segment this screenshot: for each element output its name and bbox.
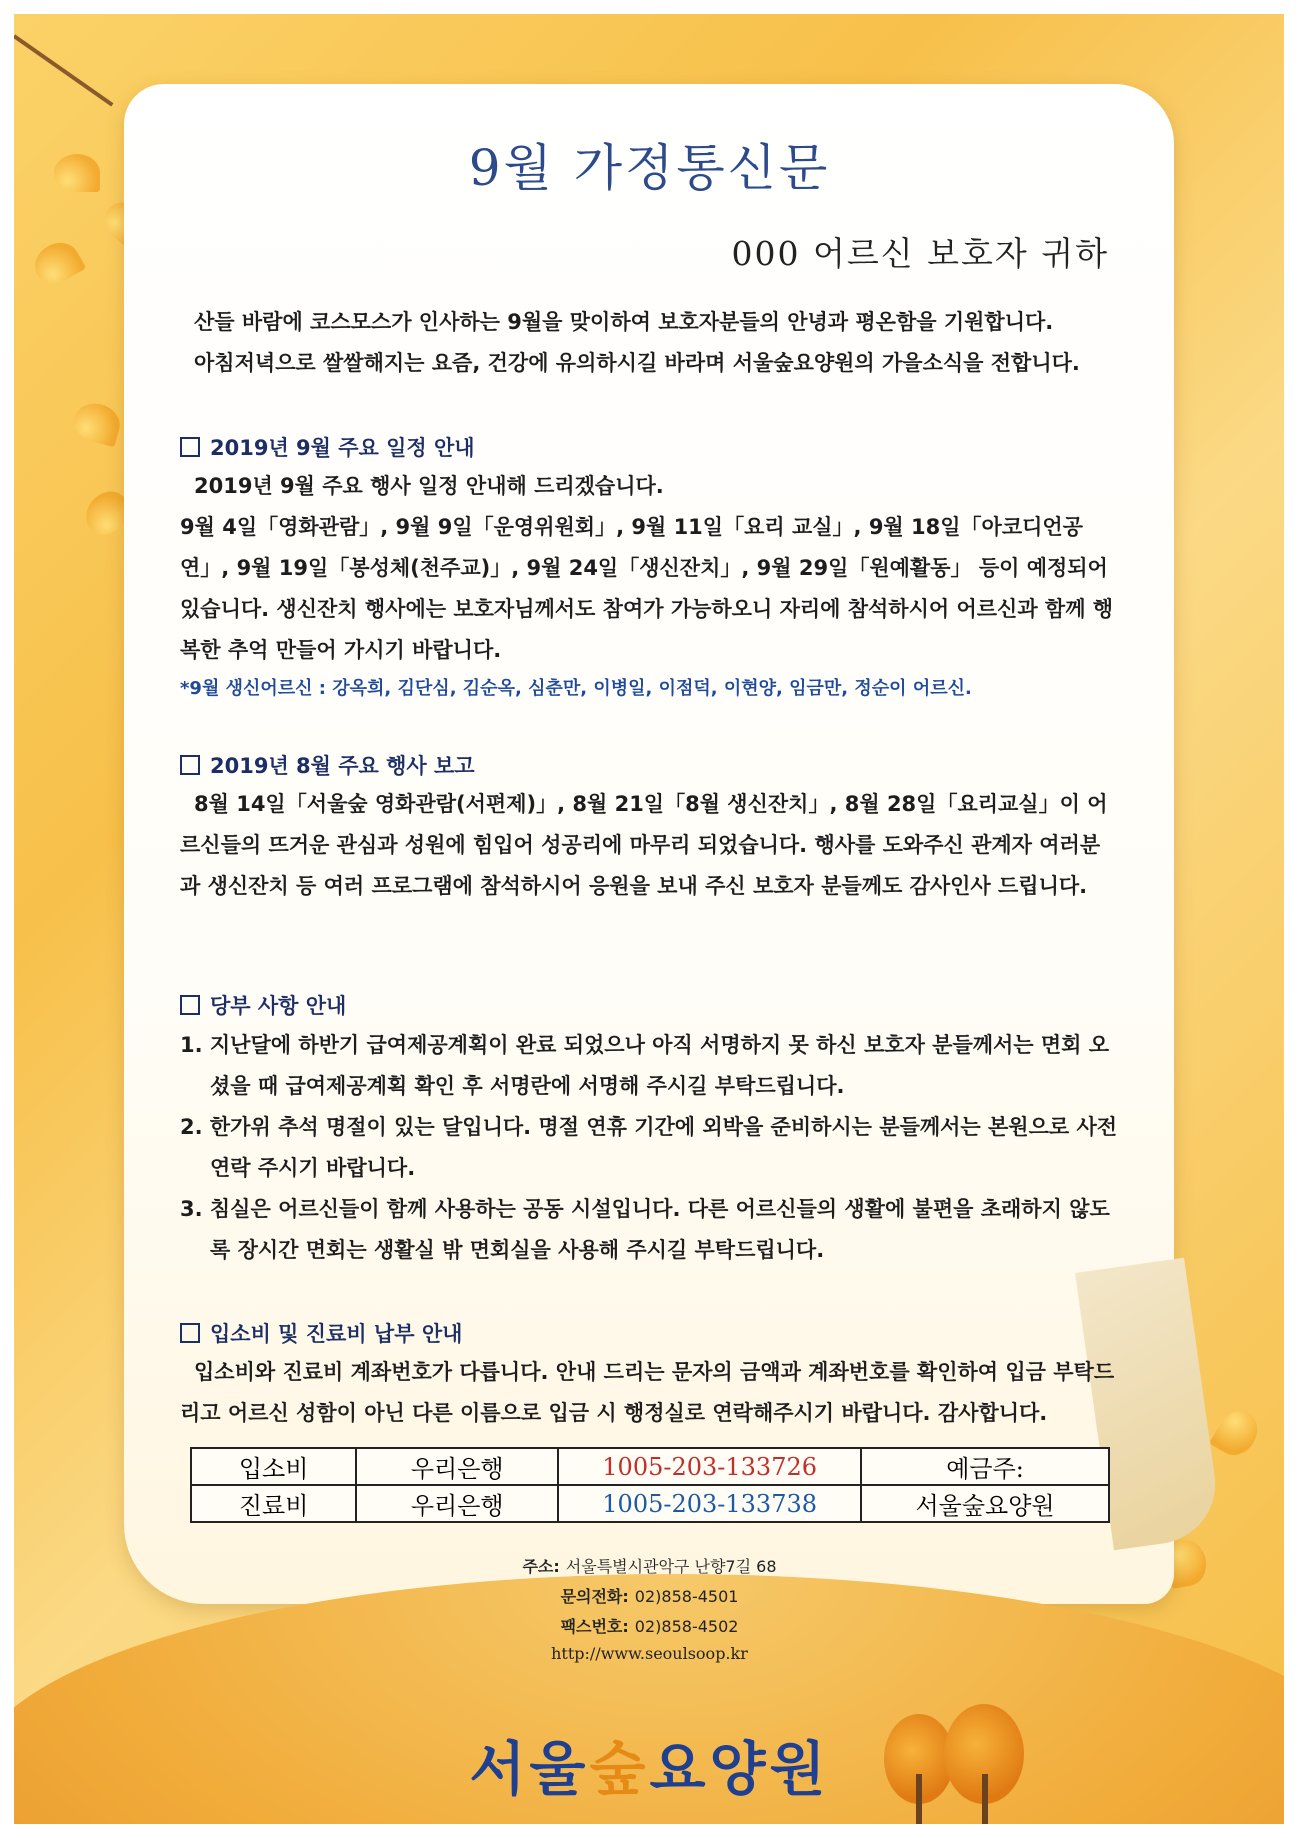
account-holder-name: 서울숲요양원 [861,1485,1109,1522]
section-heading-text: 입소비 및 진료비 납부 안내 [210,1322,463,1346]
account-type: 진료비 [191,1485,356,1522]
addressee: 000 어르신 보호자 귀하 [731,234,1109,273]
checkbox-square-icon [180,1323,200,1343]
footer-value: 02)858-4502 [634,1617,739,1636]
account-bank: 우리은행 [356,1448,558,1485]
report-body: 8월 14일「서울숲 영화관람(서편제)」, 8월 21일「8월 생신잔치」, 8월 28일「요리교실」이 어르신들의 뜨거운 관심과 성원에 힘입어 성공리에 마무리 되었습니다. 행사를 도와주신 관계자 여러분과 생신잔치 등 여러 프로그램에 참석하시어 응원을 보내 주신 보호자 분들께도 감사인사 드립니다. [180,792,1108,898]
account-table [190,1447,1110,1523]
schedule-lead: 2019년 9월 주요 행사 일정 안내해 드리겠습니다. [194,474,664,498]
intro-line: 산들 바람에 코스모스가 인사하는 9월을 맞이하여 보호자분들의 안녕과 평온함을 기원합니다. [194,310,1054,334]
table-row [191,1448,1109,1485]
page-title: 9월 가정통신문 [468,139,831,197]
brand-text: 서울 [469,1735,590,1803]
section-heading [180,990,346,1020]
table-row [191,1485,1109,1522]
section-heading-text: 2019년 8월 주요 행사 보고 [210,754,475,778]
intro-line: 아침저녁으로 쌀쌀해지는 요즘, 건강에 유의하시길 바라며 서울숲요양원의 가을소식을 전합니다. [194,351,1080,375]
footer-label: 팩스번호: [560,1617,629,1636]
list-item: 2. 한가위 추석 명절이 있는 달입니다. 명절 연휴 기간에 외박을 준비하시는 분들께서는 본원으로 사전 연락 주시기 바랍니다. [180,1115,1118,1180]
account-number: 1005-203-133738 [558,1485,861,1522]
section-heading-text: 당부 사항 안내 [210,994,347,1018]
payment-body: 입소비와 진료비 계좌번호가 다릅니다. 안내 드리는 문자의 금액과 계좌번호를 확인하여 입금 부탁드리고 어르신 성함이 아닌 다른 이름으로 입금 시 행정실로 연락해주시기 바랍니다. 감사합니다. [180,1360,1115,1425]
account-type: 입소비 [191,1448,356,1485]
account-number: 1005-203-133726 [558,1448,861,1485]
footer-value: 서울특별시관악구 난향7길 68 [565,1557,777,1576]
checkbox-square-icon [180,755,200,775]
list-item: 3. 침실은 어르신들이 함께 사용하는 공동 시설입니다. 다른 어르신들의 생활에 불편을 초래하지 않도록 장시간 면회는 생활실 밖 면회실을 사용해 주시길 부탁드립니다. [180,1197,1110,1262]
section-heading [180,432,475,462]
request-list [180,1025,1120,1271]
footer-value: 02)858-4501 [634,1587,739,1606]
intro-paragraph [180,302,1120,384]
list-item: 1. 지난달에 하반기 급여제공계획이 완료 되었으나 아직 서명하지 못 하신 보호자 분들께서는 면회 오셨을 때 급여제공계획 확인 후 서명란에 서명해 주시길 부탁드립니다. [180,1033,1110,1098]
footer-label: 문의전화: [560,1587,629,1606]
footer-url[interactable]: http://www.seoulsoop.kr [551,1644,748,1663]
account-bank: 우리은행 [356,1485,558,1522]
brand-text: 숲 [589,1735,650,1803]
footer-fax [0,1614,1299,1637]
footer-address [0,1554,1299,1577]
account-holder-label: 예금주: [861,1448,1109,1485]
footer-label: 주소: [522,1557,560,1576]
birthday-list: *9월 생신어르신 : 강옥희, 김단심, 김순옥, 심춘만, 이병일, 이점덕, 이현양, 임금만, 정순이 어르신. [180,678,972,699]
brand-logo [0,1722,1299,1806]
checkbox-square-icon [180,437,200,457]
schedule-body: 9월 4일「영화관람」, 9월 9일「운영위원회」, 9월 11일「요리 교실」, 9월 18일「아코디언공연」, 9월 19일「봉성체(천주교)」, 9월 24일「생신잔치」, 9월 29일「원예활동」 등이 예정되어 있습니다. 생신잔치 행사에는 보호자님께서도 참여가 가능하오니 자리에 참석하시어 어르신과 함께 행복한 추억 만들어 가시기 바랍니다. [180,515,1114,662]
section-heading [180,750,475,780]
section-heading [180,1318,462,1348]
brand-text: 요양원 [649,1735,830,1803]
section-heading-text: 2019년 9월 주요 일정 안내 [210,436,475,460]
footer-phone [0,1584,1299,1607]
checkbox-square-icon [180,995,200,1015]
